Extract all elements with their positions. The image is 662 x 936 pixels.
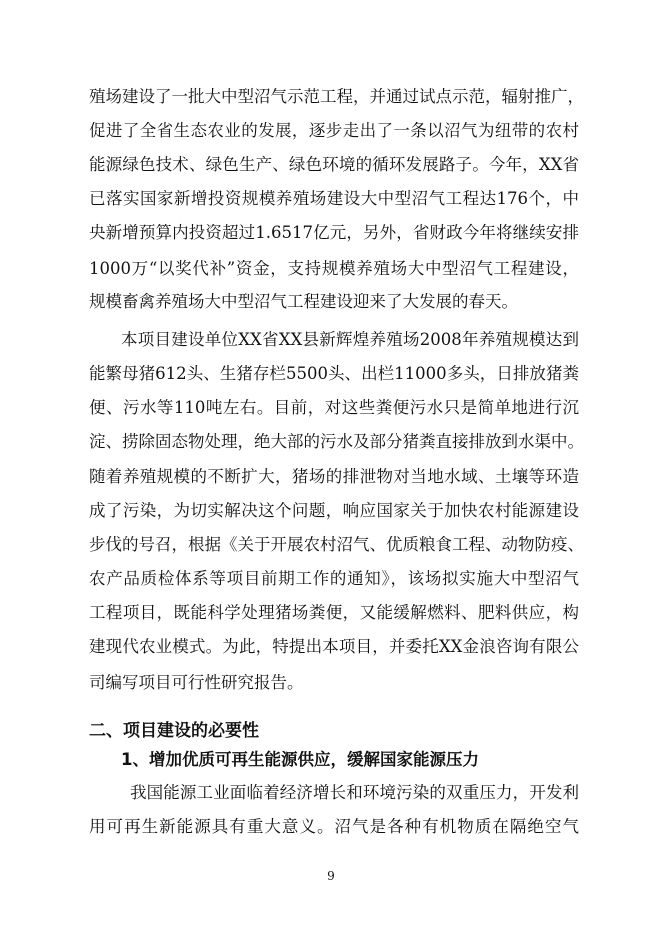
paragraph2-line: 本项目建设单位XX省XX县新辉煌养殖场2008年养殖规模达到 xyxy=(121,330,579,349)
paragraph1-line: 殖场建设了一批大中型沼气示范工程，并通过试点示范，辐射推广， xyxy=(89,87,584,106)
subsection-heading: 1、增加优质可再生能源供应，缓解国家能源压力 xyxy=(121,750,479,769)
paragraph2-line: 淀、捞除固态物处理，绝大部的污水及部分猪粪直接排放到水渠中。 xyxy=(89,432,584,451)
paragraph1-line: 规模畜禽养殖场大中型沼气工程建设迎来了大发展的春天。 xyxy=(89,292,518,311)
paragraph1-line: 促进了全省生态农业的发展，逐步走出了一条以沼气为纽带的农村 xyxy=(89,121,579,140)
paragraph2-line: 农产品质检体系等项目前期工作的通知》，该场拟实施大中型沼气 xyxy=(89,569,579,588)
paragraph1-line: 能源绿色技术、绿色生产、绿色环境的循环发展路子。今年，XX省 xyxy=(89,155,579,174)
paragraph1-line: 已落实国家新增投资规模养殖场建设大中型沼气工程达176个，中 xyxy=(89,189,579,208)
paragraph2-line: 建现代农业模式。为此，特提出本项目，并委托XX金浪咨询有限公 xyxy=(89,637,579,656)
section-heading: 二、项目建设的必要性 xyxy=(89,721,259,741)
paragraph2-line: 司编写项目可行性研究报告。 xyxy=(89,673,304,692)
paragraph1-line: 1000万“以奖代补”资金，支持规模养殖场大中型沼气工程建设， xyxy=(89,259,579,278)
paragraph2-line: 步伐的号召，根据《关于开展农村沼气、优质粮食工程、动物防疫、 xyxy=(89,535,584,554)
paragraph2-line: 成了污染，为切实解决这个问题，响应国家关于加快农村能源建设 xyxy=(89,501,579,520)
paragraph1-line: 央新增预算内投资超过1.6517亿元，另外，省财政今年将继续安排 xyxy=(89,223,579,242)
paragraph2-line: 工程项目，既能科学处理猪场粪便，又能缓解燃料、肥料供应，构 xyxy=(89,603,579,622)
page-number: 9 xyxy=(327,869,335,883)
paragraph3-line: 我国能源工业面临着经济增长和环境污染的双重压力，开发利 xyxy=(130,783,579,802)
paragraph2-line: 能繁母猪612头、生猪存栏5500头、出栏11000多头，日排放猪粪 xyxy=(89,364,579,383)
paragraph2-line: 便、污水等110吨左右。目前，对这些粪便污水只是简单地进行沉 xyxy=(89,398,579,417)
paragraph3-line: 用可再生新能源具有重大意义。沼气是各种有机物质在隔绝空气 xyxy=(89,817,579,836)
paragraph2-line: 随着养殖规模的不断扩大，猪场的排泄物对当地水域、土壤等环造 xyxy=(89,467,579,486)
